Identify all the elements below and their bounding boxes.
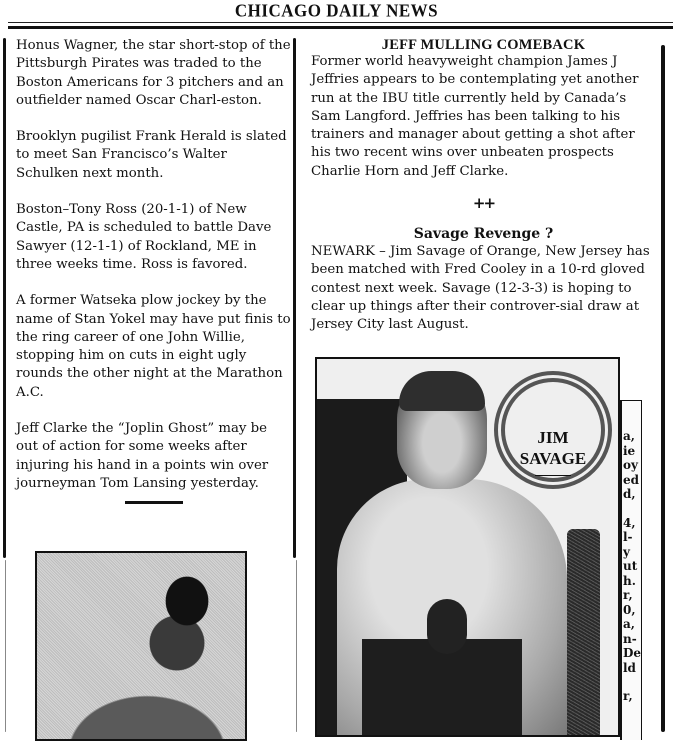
clipping-text: ie (623, 443, 636, 458)
jim-savage-photo (315, 357, 620, 737)
clipping-text: oy (623, 458, 638, 472)
clipping-text: 4, (623, 515, 636, 530)
news-item-wagner: Honus Wagner, the star short-stop of the Pittsburgh Pirates was traded to the Boston Americans for 3 pitchers and an outfielder named Oscar Charl-eston. (16, 38, 291, 108)
left-border (3, 38, 6, 558)
caption-rule (535, 475, 571, 476)
photo-caption (494, 427, 612, 476)
clipping-text: y (623, 544, 630, 559)
newspaper-title: CHICAGO DAILY NEWS (234, 0, 439, 21)
clipping-text: l- (623, 530, 633, 544)
boxer-hair (399, 371, 485, 411)
caption-last-name: SAVAGE (519, 449, 587, 468)
right-column (311, 37, 656, 335)
clipping-text: 0, (623, 602, 636, 617)
clipping-text: ed (623, 472, 640, 487)
news-item-herald: Brooklyn pugilist Frank Herald is slated to meet San Francisco’s Walter Schulken next month. (16, 129, 287, 181)
clipping-text: a, (623, 429, 635, 443)
clipping-text: d, (623, 487, 636, 501)
story-savage-revenge (311, 225, 656, 334)
section-separator (125, 501, 183, 504)
boxing-glove (427, 599, 467, 654)
masthead-rule-thick (8, 26, 673, 29)
story-jeff-comeback (311, 37, 656, 181)
clipping-text: ut (623, 559, 638, 573)
clipping-text: r, (623, 689, 633, 703)
ring-post (567, 529, 600, 737)
clipping-text: n- (623, 631, 637, 646)
boxer-photo (35, 551, 247, 741)
news-item-yokel: A former Watseka plow jockey by the name of Stan Yokel may have put finis to the ring career of one John Willie, stopping him on cuts in eight ugly rounds the other night at the Marathon A.C. (16, 293, 291, 400)
story-body: NEWARK – Jim Savage of Orange, New Jersey has been matched with Fred Cooley in a 10-rd gloved contest next week. Savage (12-3-3) is hoping to clear up things after their controver-sial draw at Jersey City last August. (311, 244, 650, 333)
column-divider-lower (296, 560, 297, 732)
left-border-lower (5, 560, 6, 732)
left-column (16, 37, 291, 504)
right-border (661, 45, 665, 732)
boxer-trunks (362, 639, 522, 737)
clipping-fragment (620, 400, 642, 740)
column-divider (293, 38, 296, 558)
story-divider: ++ (472, 194, 495, 213)
news-item-ross: Boston–Tony Ross (20-1-1) of New Castle, PA is scheduled to battle Dave Sawyer (12-1-1) of Rockland, ME in three weeks time. Ross is favored. (16, 202, 272, 272)
clipping-text: ld (623, 660, 636, 675)
story-headline: Savage Revenge ? (413, 226, 554, 243)
clipping-text: a, (623, 617, 635, 631)
news-item-clarke: Jeff Clarke the “Joplin Ghost” may be out of action for some weeks after injuring his hand in a points win over journeyman Tom Lansing yesterday. (16, 421, 269, 491)
clipping-text: r, (623, 588, 633, 602)
masthead-rule-thin (8, 22, 673, 23)
clipping-text: De (623, 646, 642, 660)
story-body: Former world heavyweight champion James J Jeffries appears to be contemplating yet another run at the IBU title currently held by Canada’s Sam Langford. Jeffries has been talking to his trainers and manager about getting a shot after his two recent wins over unbeaten prospects Charlie Horn and Jeff Clarke. (311, 54, 639, 179)
story-headline: JEFF MULLING COMEBACK (381, 37, 586, 53)
caption-first-name: JIM (537, 428, 569, 447)
clipping-text: h. (623, 573, 636, 588)
